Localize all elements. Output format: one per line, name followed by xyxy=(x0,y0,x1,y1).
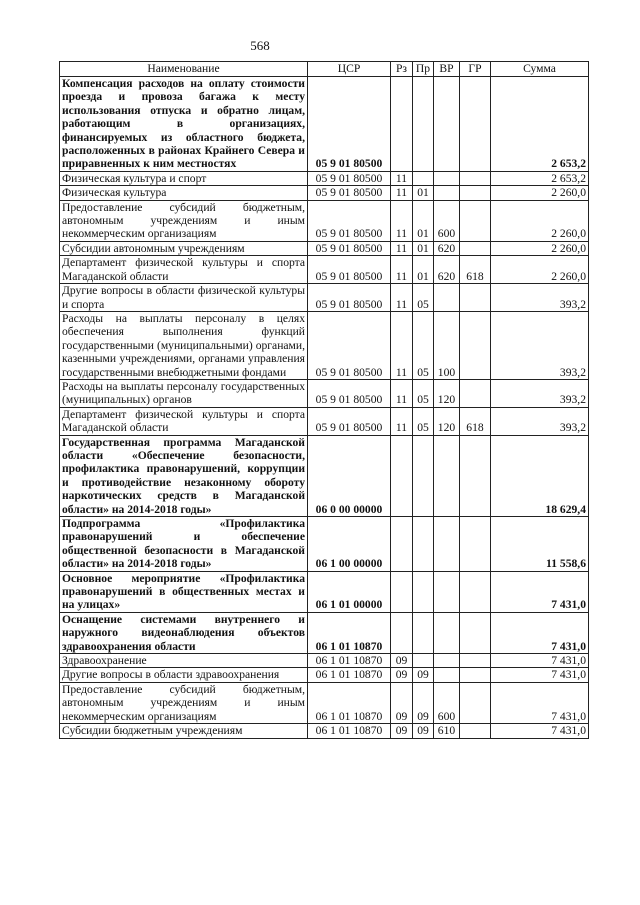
cell-gr xyxy=(460,200,491,241)
cell-csr: 06 1 01 10870 xyxy=(308,654,391,668)
cell-gr xyxy=(460,682,491,723)
cell-name: Здравоохранение xyxy=(60,654,308,668)
cell-name: Субсидии автономным учреждениям xyxy=(60,241,308,255)
cell-gr xyxy=(460,654,491,668)
cell-vr: 600 xyxy=(434,682,460,723)
cell-csr: 05 9 01 80500 xyxy=(308,311,391,379)
cell-csr: 06 1 01 10870 xyxy=(308,724,391,738)
table-body xyxy=(60,77,589,739)
cell-sum: 2 260,0 xyxy=(491,186,589,200)
cell-pr xyxy=(413,612,434,653)
cell-csr: 05 9 01 80500 xyxy=(308,241,391,255)
cell-rz xyxy=(391,77,413,172)
cell-name: Основное мероприятие «Профилактика правонарушений в общественных местах и на улицах» xyxy=(60,571,308,612)
cell-pr xyxy=(413,171,434,185)
cell-sum: 2 260,0 xyxy=(491,200,589,241)
cell-pr: 05 xyxy=(413,379,434,407)
cell-name: Физическая культура xyxy=(60,186,308,200)
cell-pr xyxy=(413,435,434,516)
cell-vr xyxy=(434,668,460,682)
cell-name: Департамент физической культуры и спорта Магаданской области xyxy=(60,407,308,435)
cell-vr: 620 xyxy=(434,241,460,255)
cell-sum: 7 431,0 xyxy=(491,724,589,738)
cell-sum: 2 653,2 xyxy=(491,77,589,172)
cell-pr xyxy=(413,654,434,668)
cell-pr: 01 xyxy=(413,200,434,241)
cell-pr: 09 xyxy=(413,668,434,682)
cell-sum: 7 431,0 xyxy=(491,668,589,682)
table-row xyxy=(60,654,589,668)
table-row xyxy=(60,612,589,653)
cell-pr xyxy=(413,77,434,172)
cell-csr: 05 9 01 80500 xyxy=(308,171,391,185)
cell-gr xyxy=(460,171,491,185)
cell-vr: 120 xyxy=(434,407,460,435)
cell-csr: 06 1 00 00000 xyxy=(308,517,391,572)
cell-sum: 2 260,0 xyxy=(491,256,589,284)
cell-vr xyxy=(434,654,460,668)
table-row xyxy=(60,407,589,435)
cell-rz: 11 xyxy=(391,379,413,407)
cell-csr: 06 1 01 10870 xyxy=(308,682,391,723)
cell-csr: 05 9 01 80500 xyxy=(308,256,391,284)
cell-gr: 618 xyxy=(460,407,491,435)
cell-pr: 01 xyxy=(413,186,434,200)
cell-name: Компенсация расходов на оплату стоимости проезда и провоза багажа к месту использования отпуска и обратно лицам, работающим в организациях, финансируемых из областного бюджета, расположенных в районах Крайнего Севера и приравненных к ним местностях xyxy=(60,77,308,172)
cell-pr xyxy=(413,517,434,572)
cell-vr: 600 xyxy=(434,200,460,241)
cell-rz: 11 xyxy=(391,311,413,379)
cell-pr: 09 xyxy=(413,724,434,738)
cell-gr xyxy=(460,612,491,653)
cell-vr xyxy=(434,77,460,172)
cell-gr xyxy=(460,668,491,682)
cell-rz xyxy=(391,571,413,612)
cell-rz: 09 xyxy=(391,724,413,738)
table-row xyxy=(60,284,589,312)
cell-csr: 06 1 01 00000 xyxy=(308,571,391,612)
cell-vr xyxy=(434,517,460,572)
cell-rz xyxy=(391,517,413,572)
cell-vr xyxy=(434,435,460,516)
cell-sum: 393,2 xyxy=(491,284,589,312)
table-row xyxy=(60,186,589,200)
cell-sum: 2 653,2 xyxy=(491,171,589,185)
cell-name: Физическая культура и спорт xyxy=(60,171,308,185)
cell-name: Предоставление субсидий бюджетным, автономным учреждениям и иным некоммерческим организациям xyxy=(60,200,308,241)
cell-name: Предоставление субсидий бюджетным, автономным учреждениям и иным некоммерческим организациям xyxy=(60,682,308,723)
cell-pr: 05 xyxy=(413,284,434,312)
table-row xyxy=(60,311,589,379)
cell-vr: 120 xyxy=(434,379,460,407)
cell-sum: 393,2 xyxy=(491,407,589,435)
cell-csr: 05 9 01 80500 xyxy=(308,407,391,435)
cell-pr: 05 xyxy=(413,407,434,435)
cell-rz: 11 xyxy=(391,241,413,255)
cell-vr: 620 xyxy=(434,256,460,284)
cell-sum: 393,2 xyxy=(491,379,589,407)
cell-name: Подпрограмма «Профилактика правонарушений и обеспечение общественной безопасности в Магаданской области» на 2014-2018 годы» xyxy=(60,517,308,572)
cell-sum: 7 431,0 xyxy=(491,571,589,612)
cell-rz: 09 xyxy=(391,668,413,682)
cell-pr: 09 xyxy=(413,682,434,723)
table-row xyxy=(60,256,589,284)
cell-gr: 618 xyxy=(460,256,491,284)
header-vr: ВР xyxy=(434,62,460,77)
cell-rz: 11 xyxy=(391,186,413,200)
cell-rz: 09 xyxy=(391,682,413,723)
cell-sum: 11 558,6 xyxy=(491,517,589,572)
cell-name: Субсидии бюджетным учреждениям xyxy=(60,724,308,738)
cell-gr xyxy=(460,186,491,200)
table-row xyxy=(60,435,589,516)
cell-csr: 06 0 00 00000 xyxy=(308,435,391,516)
cell-gr xyxy=(460,571,491,612)
cell-rz: 11 xyxy=(391,407,413,435)
cell-rz: 11 xyxy=(391,171,413,185)
cell-vr: 100 xyxy=(434,311,460,379)
cell-gr xyxy=(460,284,491,312)
table-row xyxy=(60,571,589,612)
cell-csr: 05 9 01 80500 xyxy=(308,284,391,312)
cell-gr xyxy=(460,77,491,172)
cell-gr xyxy=(460,379,491,407)
cell-pr xyxy=(413,571,434,612)
cell-name: Государственная программа Магаданской области «Обеспечение безопасности, профилактика правонарушений, коррупции и противодействие незаконному обороту наркотических средств в Магаданской области» на 2014-2018 годы» xyxy=(60,435,308,516)
cell-sum: 7 431,0 xyxy=(491,654,589,668)
header-row xyxy=(60,62,589,77)
cell-pr: 05 xyxy=(413,311,434,379)
cell-name: Другие вопросы в области здравоохранения xyxy=(60,668,308,682)
cell-sum: 7 431,0 xyxy=(491,682,589,723)
table-row xyxy=(60,517,589,572)
table-row xyxy=(60,682,589,723)
cell-name: Департамент физической культуры и спорта Магаданской области xyxy=(60,256,308,284)
header-gr: ГР xyxy=(460,62,491,77)
cell-gr xyxy=(460,724,491,738)
cell-name: Расходы на выплаты персоналу в целях обеспечения выполнения функций государственными (муниципальными) органами, казенными учреждениями, органами управления государственными внебюджетными фондами xyxy=(60,311,308,379)
table-row xyxy=(60,379,589,407)
cell-rz: 11 xyxy=(391,200,413,241)
cell-csr: 05 9 01 80500 xyxy=(308,379,391,407)
cell-vr: 610 xyxy=(434,724,460,738)
cell-name: Оснащение системами внутреннего и наружного видеонаблюдения объектов здравоохранения области xyxy=(60,612,308,653)
table-row xyxy=(60,77,589,172)
cell-rz: 11 xyxy=(391,256,413,284)
cell-gr xyxy=(460,311,491,379)
cell-csr: 05 9 01 80500 xyxy=(308,77,391,172)
table-row xyxy=(60,668,589,682)
header-pr: Пр xyxy=(413,62,434,77)
cell-rz: 09 xyxy=(391,654,413,668)
cell-pr: 01 xyxy=(413,256,434,284)
cell-rz xyxy=(391,612,413,653)
cell-vr xyxy=(434,284,460,312)
cell-pr: 01 xyxy=(413,241,434,255)
cell-vr xyxy=(434,186,460,200)
cell-rz: 11 xyxy=(391,284,413,312)
table-row xyxy=(60,200,589,241)
cell-csr: 05 9 01 80500 xyxy=(308,186,391,200)
cell-rz xyxy=(391,435,413,516)
table-row xyxy=(60,724,589,738)
cell-name: Другие вопросы в области физической культуры и спорта xyxy=(60,284,308,312)
page-number: 568 xyxy=(250,38,270,53)
cell-csr: 06 1 01 10870 xyxy=(308,612,391,653)
cell-vr xyxy=(434,171,460,185)
budget-table xyxy=(59,61,589,739)
cell-vr xyxy=(434,571,460,612)
cell-sum: 393,2 xyxy=(491,311,589,379)
cell-vr xyxy=(434,612,460,653)
cell-gr xyxy=(460,517,491,572)
cell-sum: 18 629,4 xyxy=(491,435,589,516)
header-sum: Сумма xyxy=(491,62,589,77)
cell-csr: 06 1 01 10870 xyxy=(308,668,391,682)
header-name: Наименование xyxy=(60,62,308,77)
cell-gr xyxy=(460,435,491,516)
table-row xyxy=(60,241,589,255)
header-csr: ЦСР xyxy=(308,62,391,77)
cell-name: Расходы на выплаты персоналу государственных (муниципальных) органов xyxy=(60,379,308,407)
cell-sum: 7 431,0 xyxy=(491,612,589,653)
header-rz: Рз xyxy=(391,62,413,77)
table-row xyxy=(60,171,589,185)
cell-gr xyxy=(460,241,491,255)
cell-sum: 2 260,0 xyxy=(491,241,589,255)
cell-csr: 05 9 01 80500 xyxy=(308,200,391,241)
